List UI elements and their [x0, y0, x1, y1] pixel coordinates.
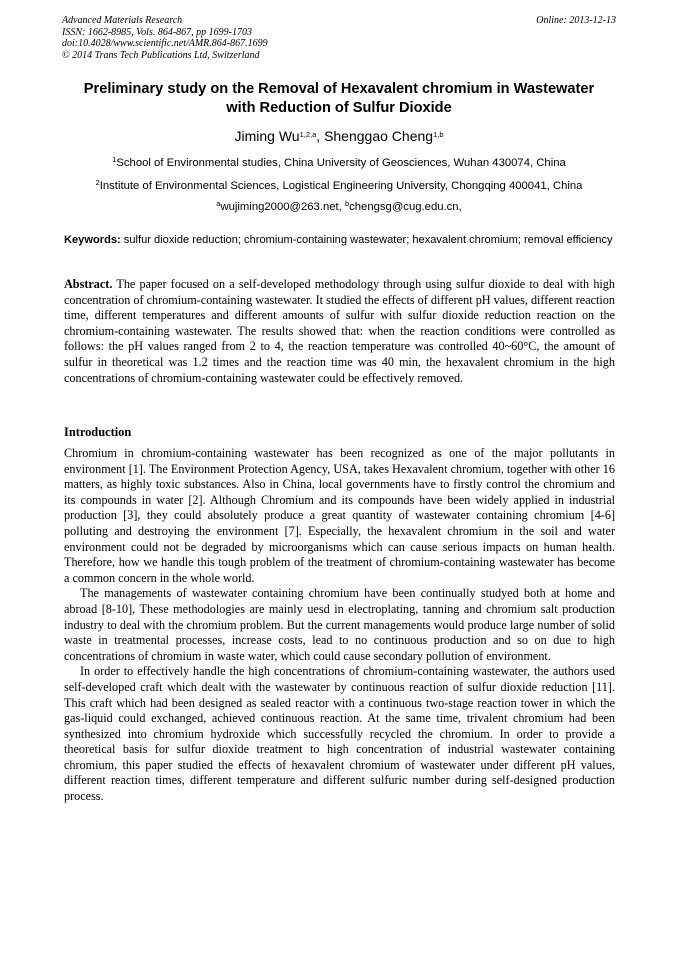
- section-heading: Introduction: [64, 425, 132, 439]
- paper-title: Preliminary study on the Removal of Hexavalent chromium in Wastewater with Reduction of Sulfur Dioxide: [83, 81, 595, 116]
- abstract-label: Abstract.: [64, 277, 113, 291]
- copyright-line: © 2014 Trans Tech Publications Ltd, Switzerland: [62, 49, 260, 61]
- author-affiliation-marker: 1,2,a: [299, 130, 317, 139]
- journal-name: Advanced Materials Research: [62, 15, 183, 26]
- author-affiliation-marker: 1,b: [433, 130, 444, 139]
- keywords: [64, 233, 615, 248]
- affiliation: [0, 156, 678, 170]
- author-name: Shenggao Cheng: [324, 128, 434, 144]
- introduction-body: [64, 446, 615, 805]
- email-address: chengsg@cug.edu.cn,: [349, 201, 462, 213]
- abstract: [64, 277, 615, 386]
- paragraph: In order to effectively handle the high concentrations of chromium-containing wastewater, the authors used self-developed craft which dealt with the wastewater by continuous reaction of sulfur dioxide reduction [11]. This craft which had been designed as sealed reactor with a continuous two-stage reaction tower in which the gas-liquid could exchanged, achieved continuous reaction. At the same time, trivalent chromium had been synthesized into chromium hydroxide which successfully recycled the chromium. In order to provide a theoretical basis for sulfur dioxide treatment to high concentration of industrial wastewater containing chromium, this paper studied the effects of hexavalent chromium of wastewater under different pH values, different reaction times, different temperature and different sulfuric number during self-designed production process.: [64, 664, 615, 804]
- journal-header: [62, 15, 616, 61]
- author-line: [0, 127, 678, 145]
- paragraph: Chromium in chromium-containing wastewater has been recognized as one of the major pollutants in environment [1]. The Environment Protection Agency, USA, takes Hexavalent chromium, together with other 16 matters, as highly toxic substances. Also in China, local governments have to firstly control the chromium and its compounds in water [2]. Although Chromium and its compounds have been widely applied in industrial production [3], they could absolutely produce a great quantity of wastewater containing chromium [4-6] polluting and destroying the environment [7]. Especially, the hexavalent chromium in the soil and water environment could not be degraded by microorganisms which can cause serious impacts on human health. Therefore, how we handle this tough problem of the treatment of chromium-containing wastewater has become a common concern in the whole world.: [64, 446, 615, 585]
- online-date: Online: 2013-12-13: [536, 15, 616, 26]
- keywords-label: Keywords:: [64, 234, 121, 246]
- author-name: Jiming Wu: [234, 128, 300, 144]
- email-line: [0, 200, 678, 214]
- affiliation-text: School of Environmental studies, China University of Geosciences, Wuhan 430074, China: [116, 157, 566, 169]
- affiliation-marker: 1: [112, 155, 117, 164]
- affiliation: [0, 179, 678, 193]
- doi-line: doi:10.4028/www.scientific.net/AMR.864-867.1699: [62, 38, 268, 50]
- email-marker: b: [344, 199, 350, 208]
- author-separator: ,: [316, 128, 325, 144]
- email-marker: a: [216, 199, 221, 208]
- email-address: wujiming2000@263.net,: [220, 201, 345, 213]
- issn-line: ISSN: 1662-8985, Vols. 864-867, pp 1699-1703: [62, 26, 252, 38]
- paragraph: The managements of wastewater containing chromium have been continually studyed both at home and abroad [8-10], These methodologies are mainly uesd in electroplating, tanning and chromium salt production industry to deal with the chromium problem. But the current managements would produce large number of solid waste in treatmental processes, increase costs, lead to no continuous production and so on due to high concentrations of chromium in waste water, which could cause secondary pollution of environment.: [64, 586, 615, 663]
- affiliation-text: Institute of Environmental Sciences, Logistical Engineering University, Chongqing 400041, China: [99, 180, 583, 192]
- abstract-text: The paper focused on a self-developed methodology through using sulfur dioxide to deal with high concentration of chromium-containing wastewater. It studied the effects of different pH values, different reaction time, different temperatures and different amounts of sulfur with sulfur dioxide reduction reaction on the chromium-containing wastewater. The results showed that: when the reaction conditions were controlled as follows: the pH values ranged from 2 to 4, the reaction temperature was controlled 40~60°C, the amount of sulfur in theoretical was 1.2 times and the reaction time was 40 min, the hexavalent chromium in the high concentrations of chromium-containing wastewater could be effectively removed.: [64, 277, 615, 385]
- affiliation-marker: 2: [95, 178, 100, 187]
- keywords-text: sulfur dioxide reduction; chromium-containing wastewater; hexavalent chromium; removal efficiency: [120, 234, 613, 246]
